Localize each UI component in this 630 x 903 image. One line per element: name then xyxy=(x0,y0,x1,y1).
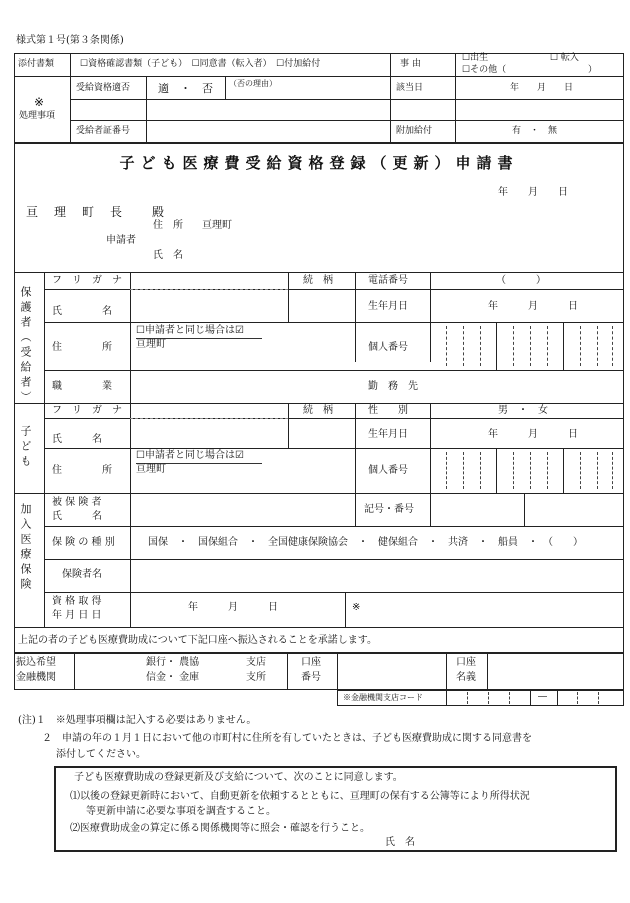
child-mynumber-label: 個人番号 xyxy=(368,465,408,476)
branch-2[interactable]: 支所 xyxy=(246,672,266,683)
proc-mark: ※ xyxy=(34,95,45,109)
reason-birth[interactable]: ☐出生 xyxy=(462,53,489,63)
reason-label: 事 由 xyxy=(400,59,421,69)
applicant-name-label: 氏 名 xyxy=(153,250,183,261)
insurance-type-label: 保 険 の 種 別 xyxy=(52,537,115,548)
insured-label-1: 被 保 険 者 xyxy=(52,497,102,508)
main-form xyxy=(14,143,624,653)
child-relation-label: 続 柄 xyxy=(303,405,333,416)
child-name-label: 氏 名 xyxy=(52,434,102,445)
agreement-item-1a: ⑴以後の登録更新時において、自動更新を依頼するとともに、亘理町の保有する公簿等により所得状況 xyxy=(70,791,530,802)
account-label-2: 番号 xyxy=(301,672,321,683)
account-label-1: 口座 xyxy=(301,657,321,668)
eligible-value[interactable]: 適 ・ 否 xyxy=(158,82,213,95)
guardian-name-label: 氏 名 xyxy=(52,306,112,317)
bank-type-2[interactable]: 信金・ 金庫 xyxy=(146,672,200,683)
benefit-label: 附加給付 xyxy=(396,126,433,136)
guardian-phone-value[interactable]: （ ） xyxy=(496,275,546,286)
addressee: 亘 理 町 長 殿 xyxy=(26,205,167,219)
child-birth-label: 生年月日 xyxy=(368,429,408,440)
branch-code-dash: ― xyxy=(538,692,547,702)
cert-label: 受給者証番号 xyxy=(76,126,131,136)
guardian-same-check[interactable]: ☐申請者と同じ場合は☑ xyxy=(136,325,244,336)
guardian-section: 保護者（受給者） xyxy=(19,286,32,406)
reject-reason: （否の理由） xyxy=(229,79,277,88)
guardian-address-value[interactable]: 亘理町 xyxy=(136,339,166,350)
reason-close: ） xyxy=(588,65,598,75)
attach-items[interactable]: ☐資格確認書類（子ども） ☐同意書（転入者） ☐付加給付 xyxy=(80,59,321,69)
note-1: (注)１ ※処理事項欄は記入する必要はありません。 xyxy=(18,715,257,726)
applicant-label: 申請者 xyxy=(106,235,136,246)
child-same-check[interactable]: ☐申請者と同じ場合は☑ xyxy=(136,450,244,461)
guardian-work-label: 勤 務 先 xyxy=(368,381,418,392)
child-address-label: 住 所 xyxy=(52,465,112,476)
agreement-item-1b: 等更新申請に必要な事項を調査すること。 xyxy=(86,806,276,817)
child-section: 子ども xyxy=(19,425,32,470)
note-2b: 添付してください。 xyxy=(56,749,146,760)
acquire-note: ※ xyxy=(352,602,361,613)
reason-transfer[interactable]: ☐ 転入 xyxy=(550,53,579,63)
holder-label-2: 名義 xyxy=(456,672,476,683)
insurance-section: 加入医療保険 xyxy=(19,503,32,593)
date-value: 年 月 日 xyxy=(510,83,574,93)
guardian-occupation-label: 職 業 xyxy=(52,381,112,392)
agreement-name-label: 氏 名 xyxy=(385,837,415,848)
bank-type-1[interactable]: 銀行・ 農協 xyxy=(146,657,200,668)
applicant-addr-value: 亘理町 xyxy=(202,220,232,231)
guardian-furigana-label: フ リ ガ ナ xyxy=(52,275,122,286)
child-gender-value[interactable]: 男 ・ 女 xyxy=(498,405,548,416)
bank-consent: 上記の者の子ども医療費助成について下記口座へ振込されることを承諾します。 xyxy=(18,635,377,646)
note-2a: ２ 申請の年の１月１日において他の市町村に住所を有していたときは、子ども医療費助成に関する同意書を xyxy=(42,733,532,744)
holder-label-1: 口座 xyxy=(456,657,476,668)
acquire-label-2: 年 月 日 日 xyxy=(52,610,102,621)
attach-label: 添付書類 xyxy=(18,59,55,69)
proc-label: 処理事項 xyxy=(19,111,56,121)
bank-label-2: 金融機関 xyxy=(16,672,56,683)
eligible-label: 受給資格適否 xyxy=(76,83,131,93)
form-number: 様式第１号(第３条関係) xyxy=(16,35,124,46)
acquire-label-1: 資 格 取 得 xyxy=(52,596,102,607)
child-gender-label: 性 別 xyxy=(368,405,408,416)
reason-other[interactable]: ☐その他（ xyxy=(462,65,507,75)
application-date: 年 月 日 xyxy=(498,187,568,198)
bank-label-1: 振込希望 xyxy=(16,657,56,668)
insured-label-2: 氏 名 xyxy=(52,511,102,522)
child-address-value[interactable]: 亘理町 xyxy=(136,464,166,475)
date-label: 該当日 xyxy=(396,83,424,93)
symbol-label: 記号・番号 xyxy=(364,504,414,515)
guardian-relation-label: 続 柄 xyxy=(303,275,333,286)
acquire-date-value[interactable]: 年 月 日 xyxy=(188,602,278,613)
insurance-type-options[interactable]: 国保 ・ 国保組合 ・ 全国健康保険協会 ・ 健保組合 ・ 共済 ・ 船員 ・ （ ） xyxy=(148,537,583,548)
guardian-phone-label: 電話番号 xyxy=(368,275,408,286)
insurer-label: 保険者名 xyxy=(62,569,102,580)
guardian-birth-label: 生年月日 xyxy=(368,301,408,312)
page-title: 子ども医療費受給資格登録（更新）申請書 xyxy=(119,154,519,172)
guardian-birth-value[interactable]: 年 月 日 xyxy=(488,301,578,312)
branch-code-label: ※金融機関支店コード xyxy=(343,693,423,702)
benefit-value[interactable]: 有 ・ 無 xyxy=(512,126,558,136)
agreement-item-2: ⑵医療費助成金の算定に係る関係機関等に照会・確認を行うこと。 xyxy=(70,823,370,834)
agreement-intro: 子ども医療費助成の登録更新及び支給について、次のことに同意します。 xyxy=(74,772,403,783)
applicant-addr-label: 住 所 xyxy=(153,220,183,231)
child-birth-value[interactable]: 年 月 日 xyxy=(488,429,578,440)
child-furigana-label: フ リ ガ ナ xyxy=(52,405,122,416)
guardian-address-label: 住 所 xyxy=(52,342,112,353)
branch-1[interactable]: 支店 xyxy=(246,657,266,668)
guardian-mynumber-label: 個人番号 xyxy=(368,342,408,353)
